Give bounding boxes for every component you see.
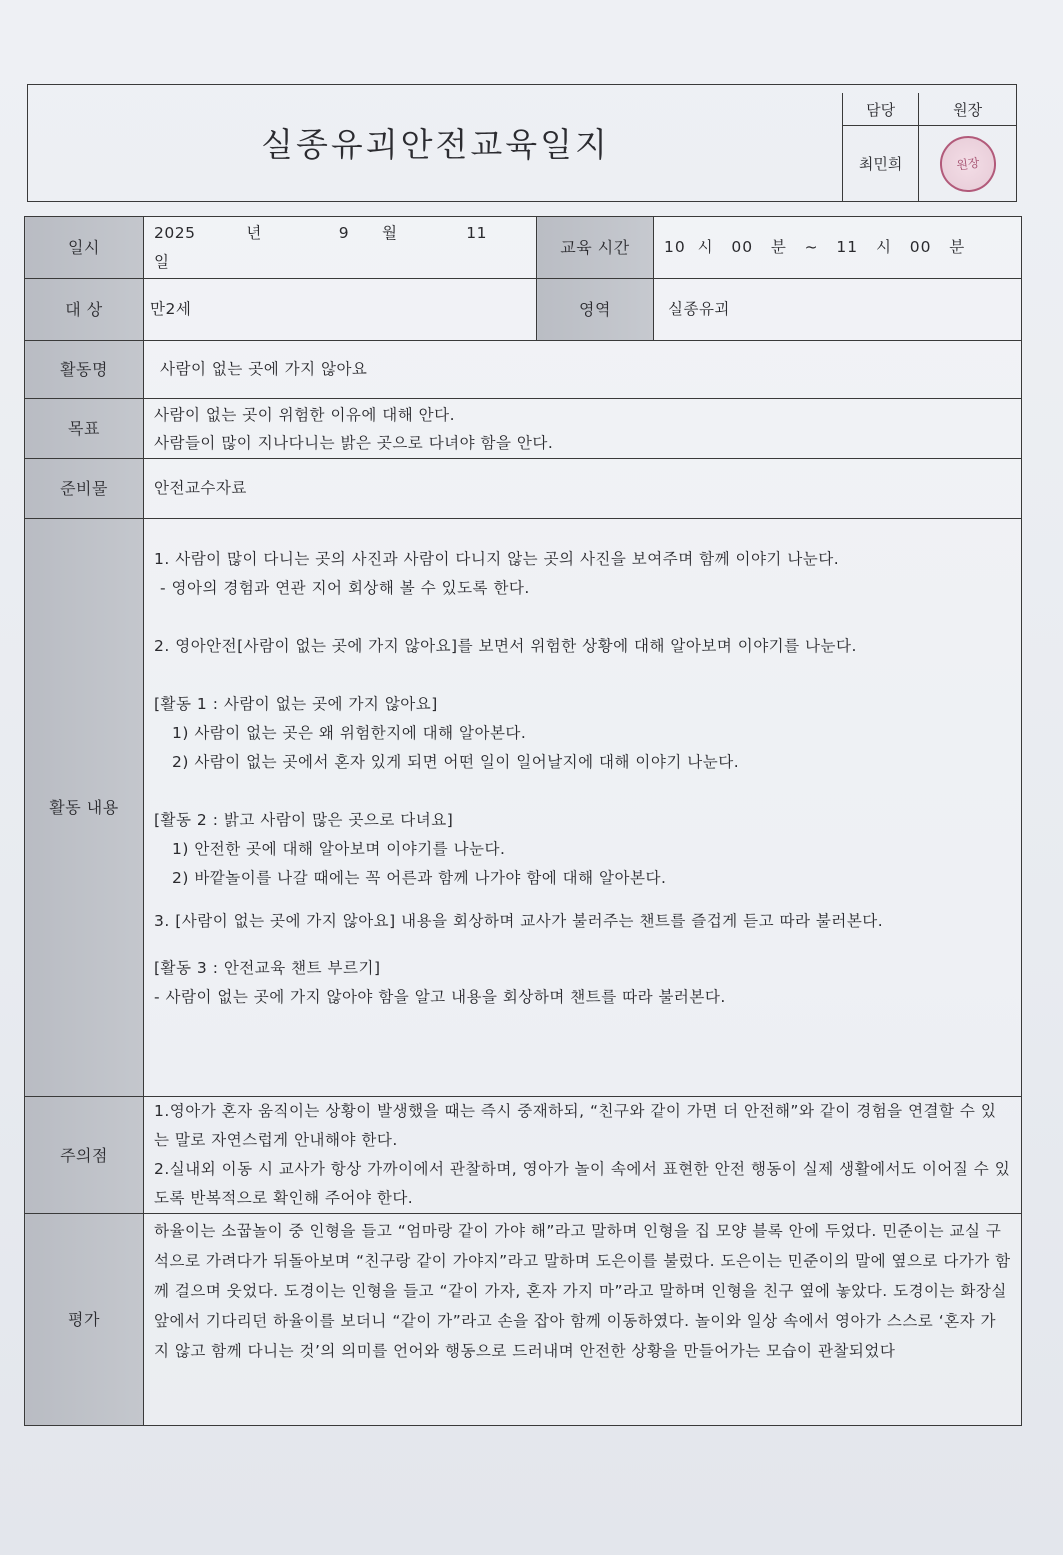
goal-line-1: 사람이 없는 곳이 위험한 이유에 대해 안다. [154, 405, 456, 424]
content-step-3: 3. [사람이 없는 곳에 가지 않아요] 내용을 회상하며 교사가 불러주는 챈트를 즐겁게 듣고 따라 불러본다. [154, 912, 884, 930]
content-activity-1-title: [활동 1 : 사람이 없는 곳에 가지 않아요] [154, 695, 438, 713]
caution-item-1: 1.영아가 혼자 움직이는 상황이 발생했을 때는 즉시 중재하되, “친구와 같이 가면 더 안전해”와 같이 경험을 연결할 수 있는 말로 자연스럽게 안내해야 한다. [154, 1102, 997, 1149]
time-start-hour: 10 [664, 238, 686, 256]
row-caution [25, 1097, 1022, 1214]
content-activity-2-item-1: 1) 안전한 곳에 대해 알아보며 이야기를 나눈다. [172, 840, 506, 858]
approval-col2-label: 원장 [919, 93, 1016, 126]
document-title: 실종유괴안전교육일지 [261, 125, 610, 164]
content-activity-2-title: [활동 2 : 밝고 사람이 많은 곳으로 다녀요] [154, 811, 454, 829]
seal-stamp-icon [936, 132, 999, 195]
row-materials [25, 459, 1022, 519]
label-area: 영역 [537, 279, 654, 341]
content-activity-2-item-2: 2) 바깥놀이를 나갈 때에는 꼭 어른과 함께 나가야 함에 대해 알아본다. [172, 869, 667, 887]
label-target: 대 상 [25, 279, 144, 341]
content-activity-1-item-2: 2) 사람이 없는 곳에서 혼자 있게 되면 어떤 일이 일어날지에 대해 이야기 나눈다. [172, 753, 740, 771]
label-materials: 준비물 [25, 459, 144, 519]
label-date: 일시 [25, 217, 144, 279]
date-day: 11 [466, 223, 488, 242]
time-end-hour: 11 [836, 238, 859, 256]
row-content [25, 519, 1022, 1097]
label-time: 교육 시간 [537, 217, 654, 279]
value-goal [144, 399, 1022, 459]
date-year: 2025 [154, 223, 196, 242]
approval-col1-name: 최민희 [843, 126, 919, 202]
label-goal: 목표 [25, 399, 144, 459]
row-activity-name [25, 341, 1022, 399]
value-caution [144, 1097, 1022, 1214]
content-step-1-note: - 영아의 경험과 연관 지어 회상해 볼 수 있도록 한다. [160, 579, 530, 597]
approval-col1-label: 담당 [843, 93, 919, 126]
document-header [27, 84, 1017, 202]
row-goal [25, 399, 1022, 459]
label-content: 활동 내용 [25, 519, 144, 1097]
seal-text: 원장 [955, 154, 980, 172]
time-separator: ~ [804, 238, 819, 256]
date-month: 9 [338, 223, 350, 242]
content-step-1: 1. 사람이 많이 다니는 곳의 사진과 사람이 다니지 않는 곳의 사진을 보여주며 함께 이야기 나눈다. [154, 550, 840, 568]
row-target-area [25, 279, 1022, 341]
row-evaluation [25, 1214, 1022, 1426]
value-evaluation: 하율이는 소꿉놀이 중 인형을 들고 “엄마랑 같이 가야 해”라고 말하며 인형을 집 모양 블록 안에 두었다. 민준이는 교실 구석으로 가려다가 뒤돌아보며 “친구랑 같이 가야지”라고 말하며 도은이를 불렀다. 도은이는 민준이의 말에 옆으로 다가가 함께 걸으며 웃었다. 도경이는 인형을 들고 “같이 가자, 혼자 가지 마”라고 말하며 인형을 친구 옆에 놓았다. 도경이는 화장실 앞에서 기다리던 하율이를 보더니 “같이 가”라고 손을 잡아 함께 이동하였다. 놀이와 일상 속에서 영아가 스스로 ‘혼자 가지 않고 함께 다니는 것’의 의미를 언어와 행동으로 드러내며 안전한 상황을 만들어가는 모습이 관찰되었다 [144, 1214, 1022, 1426]
value-time [654, 217, 1022, 279]
time-end-hour-unit: 시 [875, 238, 892, 256]
goal-line-2: 사람들이 많이 지나다니는 밝은 곳으로 다녀야 함을 안다. [154, 433, 554, 452]
time-start-minute: 00 [731, 238, 754, 256]
date-year-unit: 년 [246, 223, 262, 242]
approval-box [842, 93, 1016, 201]
time-end-minute-unit: 분 [949, 238, 966, 256]
label-evaluation: 평가 [25, 1214, 144, 1426]
content-activity-1-item-1: 1) 사람이 없는 곳은 왜 위험한지에 대해 알아본다. [172, 724, 527, 742]
value-materials: 안전교수자료 [144, 459, 1022, 519]
date-month-unit: 월 [381, 223, 398, 242]
label-activity-name: 활동명 [25, 341, 144, 399]
record-table [24, 216, 1022, 1426]
time-minute-unit: 분 [770, 238, 787, 256]
time-end-minute: 00 [909, 238, 932, 256]
label-caution: 주의점 [25, 1097, 144, 1214]
content-activity-3-item-1: - 사람이 없는 곳에 가지 않아야 함을 알고 내용을 회상하며 챈트를 따라 불러본다. [154, 988, 726, 1006]
content-step-2: 2. 영아안전[사람이 없는 곳에 가지 않아요]를 보면서 위험한 상황에 대해 알아보며 이야기를 나눈다. [154, 637, 857, 655]
value-target: 만2세 [144, 279, 537, 341]
row-date-time [25, 217, 1022, 279]
time-hour-unit: 시 [697, 238, 714, 256]
caution-item-2: 2.실내외 이동 시 교사가 항상 가까이에서 관찰하며, 영아가 놀이 속에서 표현한 안전 행동이 실제 생활에서도 이어질 수 있도록 반복적으로 확인해 주어야 한다. [154, 1160, 1011, 1207]
value-date [144, 217, 537, 279]
value-area: 실종유괴 [654, 279, 1022, 341]
approval-col2-seal [919, 126, 1016, 202]
content-activity-3-title: [활동 3 : 안전교육 챈트 부르기] [154, 959, 381, 977]
value-activity-name: 사람이 없는 곳에 가지 않아요 [144, 341, 1022, 399]
date-day-unit: 일 [154, 252, 170, 271]
value-content [144, 519, 1022, 1097]
